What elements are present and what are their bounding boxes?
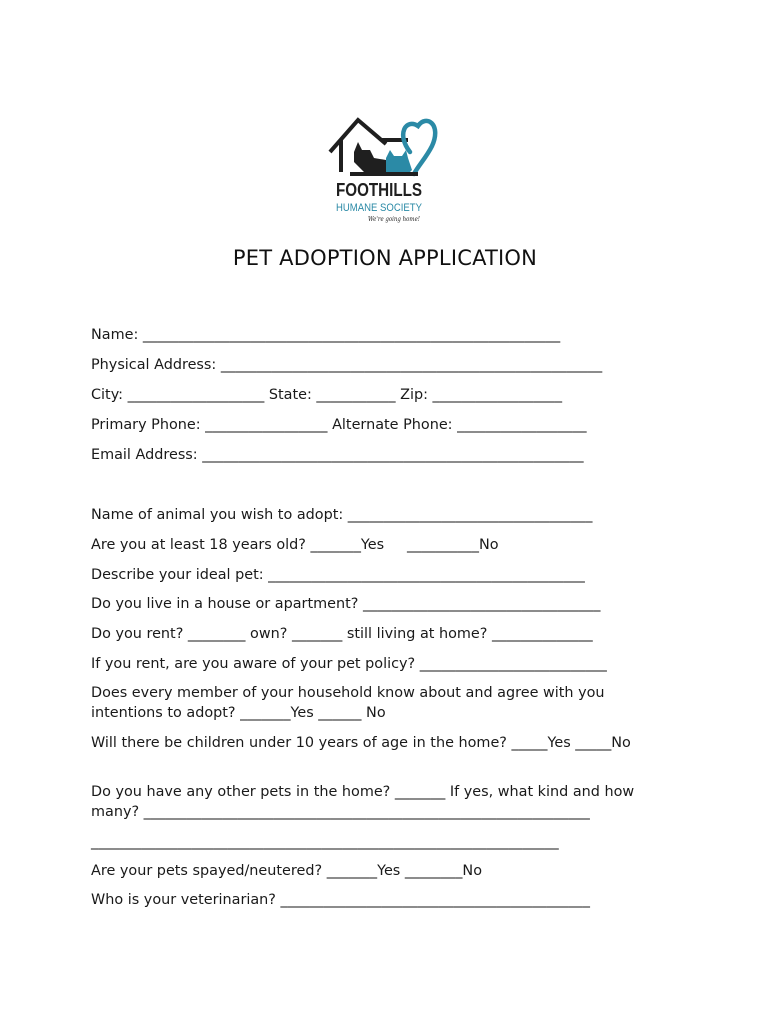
field-other-pets-continued[interactable]: _________________________________________________________________ [91,834,559,850]
field-physical-address[interactable]: Physical Address: _____________________________________________________ [91,357,603,373]
field-veterinarian[interactable]: Who is your veterinarian? ___________________________________________ [91,892,590,908]
field-email-address[interactable]: Email Address: _____________________________________________________ [91,447,584,463]
field-name[interactable]: Name: __________________________________________________________ [91,327,561,343]
field-animal-name[interactable]: Name of animal you wish to adopt: __________________________________ [91,507,593,523]
field-city-state-zip[interactable]: City: ___________________ State: ___________ Zip: __________________ [91,387,563,403]
field-age-18[interactable]: Are you at least 18 years old? _______Yes __________No [91,537,499,553]
logo-name-line1: FOOTHILLS [336,180,422,200]
logo-name-line2: HUMANE SOCIETY [336,202,423,214]
field-rent-own[interactable]: Do you rent? ________ own? _______ still living at home? ______________ [91,626,593,642]
field-spayed-neutered[interactable]: Are your pets spayed/neutered? _______Yes ________No [91,863,483,879]
field-pet-policy[interactable]: If you rent, are you aware of your pet policy? __________________________ [91,656,607,672]
field-ideal-pet[interactable]: Describe your ideal pet: ____________________________________________ [91,567,585,583]
field-household-agree[interactable]: Does every member of your household know about and agree with you intentions to adopt? _______Yes ______ No [91,685,610,721]
field-phones[interactable]: Primary Phone: _________________ Alternate Phone: __________________ [91,417,587,433]
logo-tagline: We're going home! [368,215,421,223]
field-children[interactable]: Will there be children under 10 years of age in the home? _____Yes _____No [91,735,631,751]
foothills-humane-society-logo [326,112,440,224]
field-house-or-apartment[interactable]: Do you live in a house or apartment? _________________________________ [91,596,601,612]
page-title: PET ADOPTION APPLICATION [232,246,538,270]
field-other-pets[interactable]: Do you have any other pets in the home? _______ If yes, what kind and how many? ______________________________________________________________ [91,784,639,820]
